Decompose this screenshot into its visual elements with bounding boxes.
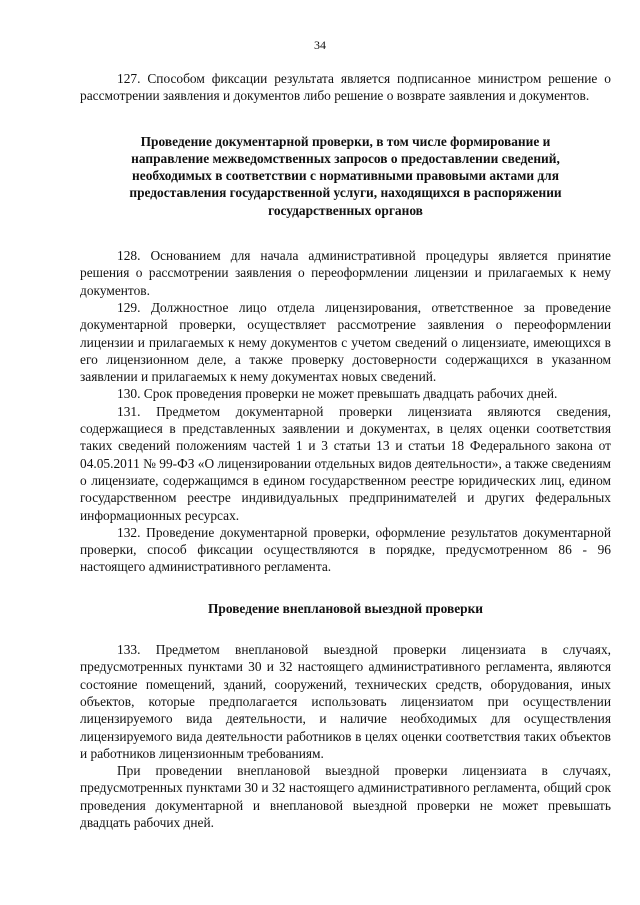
section-heading-onsite-check: Проведение внеплановой выездной проверки bbox=[207, 600, 484, 616]
paragraph-127: 127. Способом фиксации результата является подписанное министром решение о рассмотрении заявления и документов либо решение о возврате заявления и документов. bbox=[80, 71, 611, 104]
paragraph-128: 128. Основанием для начала административной процедуры является принятие решения о рассмотрении заявления о переоформлении лицензии и прилагаемых к нему документов. bbox=[80, 248, 611, 298]
page-number: 34 bbox=[314, 38, 326, 52]
document-body bbox=[80, 70, 611, 831]
paragraph-129: 129. Должностное лицо отдела лицензирования, ответственное за проведение документарной проверки, осуществляет рассмотрение заявления о переоформлении лицензии и прилагаемых к нему документов с учетом сведений о лицензиате, имеющихся в его лицензионном деле, а также проверку достоверности содержащихся в указанном заявлении и прилагаемых к нему документах новых сведений. bbox=[80, 299, 611, 385]
section-heading-documentary-check: Проведение документарной проверки, в том числе формирование и направление межведомственных запросов о предоставлении сведений, необходимых в соответствии с нормативными правовыми актами для предоставления государственной услуги, находящихся в распоряжении государственных органов bbox=[129, 133, 562, 218]
paragraph-131: 131. Предметом документарной проверки лицензиата являются сведения, содержащиеся в представленных заявлении и документах, в целях оценки соответствия таких сведений положениям частей 1 и 3 статьи 13 и статьи 18 Федерального закона от 04.05.2011 № 99-ФЗ «О лицензировании отдельных видов деятельности», а также сведениям о лицензиате, содержащимся в едином государственном реестре юридических лиц, едином государственном реестре индивидуальных предпринимателей и других федеральных информационных ресурсах. bbox=[80, 403, 611, 523]
paragraph-133-continued: При проведении внеплановой выездной проверки лицензиата в случаях, предусмотренных пунктами 30 и 32 настоящего административного регламента, общий срок проведения документарной и внеплановой выездной проверки не может превышать двадцать рабочих дней. bbox=[80, 763, 611, 830]
paragraph-132: 132. Проведение документарной проверки, оформление результатов документарной проверки, способ фиксации осуществляются в порядке, предусмотренном 86 - 96 настоящего административного регламента. bbox=[80, 524, 611, 575]
paragraph-130: 130. Срок проведения проверки не может превышать двадцать рабочих дней. bbox=[117, 386, 558, 402]
paragraph-133: 133. Предметом внеплановой выездной проверки лицензиата в случаях, предусмотренных пунктами 30 и 32 настоящего административного регламента, являются состояние помещений, зданий, сооружений, технических средств, оборудования, иных объектов, которые предполагается использовать лицензиатом при осуществлении лицензируемого вида деятельности, и наличие необходимых для осуществления лицензируемого вида деятельности работников в целях оценки соответствия таких объектов и работников лицензионным требованиям. bbox=[80, 642, 611, 761]
